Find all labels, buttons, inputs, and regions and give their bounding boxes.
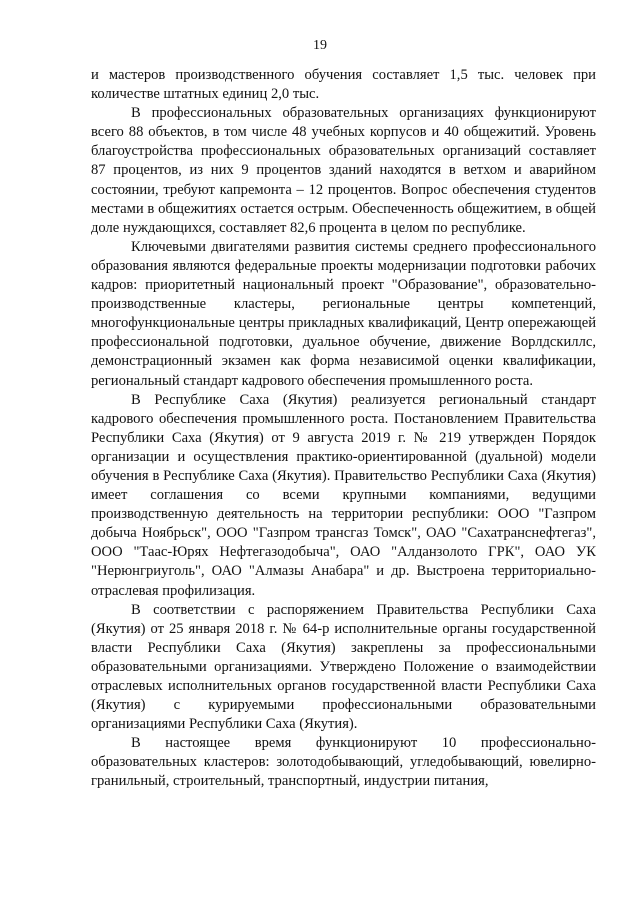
paragraph-staff-count: и мастеров производственного обучения составляет 1,5 тыс. человек при количестве штатных единиц 2,0 тыс.: [91, 67, 596, 103]
paragraph-government-order: В соответствии с распоряжением Правительства Республики Саха (Якутия) от 25 января 2018 г. № 64-р исполнительные органы государственной власти Республики Саха (Якутия) закреплены за профессиональными образовательными организациями. Утверждено Положение о взаимодействии отраслевых исполнительных органов государственной власти Республики Саха (Якутия) с курируемыми профессиональными образовательными организациями Республики Саха (Якутия).: [91, 601, 596, 733]
document-body: [91, 66, 596, 792]
paragraph-facilities: В профессиональных образовательных организациях функционируют всего 88 объектов, в том числе 48 учебных корпусов и 40 общежитий. Уровень благоустройства профессиональных образовательных организаций составляет 87 процентов, из них 9 процентов зданий находятся в ветхом и аварийном состоянии, требуют капремонта – 12 процентов. Вопрос обеспечения студентов местами в общежитиях остается острым. Обеспеченность общежитием, в общей доле нуждающихся, составляет 82,6 процента в целом по республике.: [91, 105, 596, 236]
paragraph-regional-standard: В Республике Саха (Якутия) реализуется региональный стандарт кадрового обеспечения промышленного роста. Постановлением Правительства Республики Саха (Якутия) от 9 августа 2019 г. № 219 утвержден Порядок организации и осуществления практико-ориентированной (дуальной) модели обучения в Республике Саха (Якутия). Правительство Республики Саха (Якутия) имеет соглашения со всеми крупными компаниями, ведущими производственную деятельность на территории республики: ООО "Газпром добыча Ноябрьск", ООО "Газпром трансгаз Томск", ОАО "Сахатранснефтегаз", ООО "Таас-Юрях Нефтегазодобыча", ОАО "Алданзолото ГРК", ОАО УК "Нерюнгриуголь", ОАО "Алмазы Анабара" и др. Выстроена территориально-отраслевая профилизация.: [91, 391, 596, 599]
page-number: 19: [313, 38, 327, 53]
paragraph-clusters: В настоящее время функционируют 10 профессионально-образовательных кластеров: золотодобывающий, угледобывающий, ювелирно-гранильный, строительный, транспортный, индустрии питания,: [91, 735, 596, 790]
paragraph-modernization-drivers: Ключевыми двигателями развития системы среднего профессионального образования являются федеральные проекты модернизации подготовки рабочих кадров: приоритетный национальный проект "Образование", образовательно-производственные кластеры, региональные центры компетенций, многофункциональные центры прикладных квалификаций, Центр опережающей профессиональной подготовки, дуальное обучение, движение Ворлдскиллс, демонстрационный экзамен как форма независимой оценки квалификации, региональный стандарт кадрового обеспечения промышленного роста.: [91, 238, 596, 389]
